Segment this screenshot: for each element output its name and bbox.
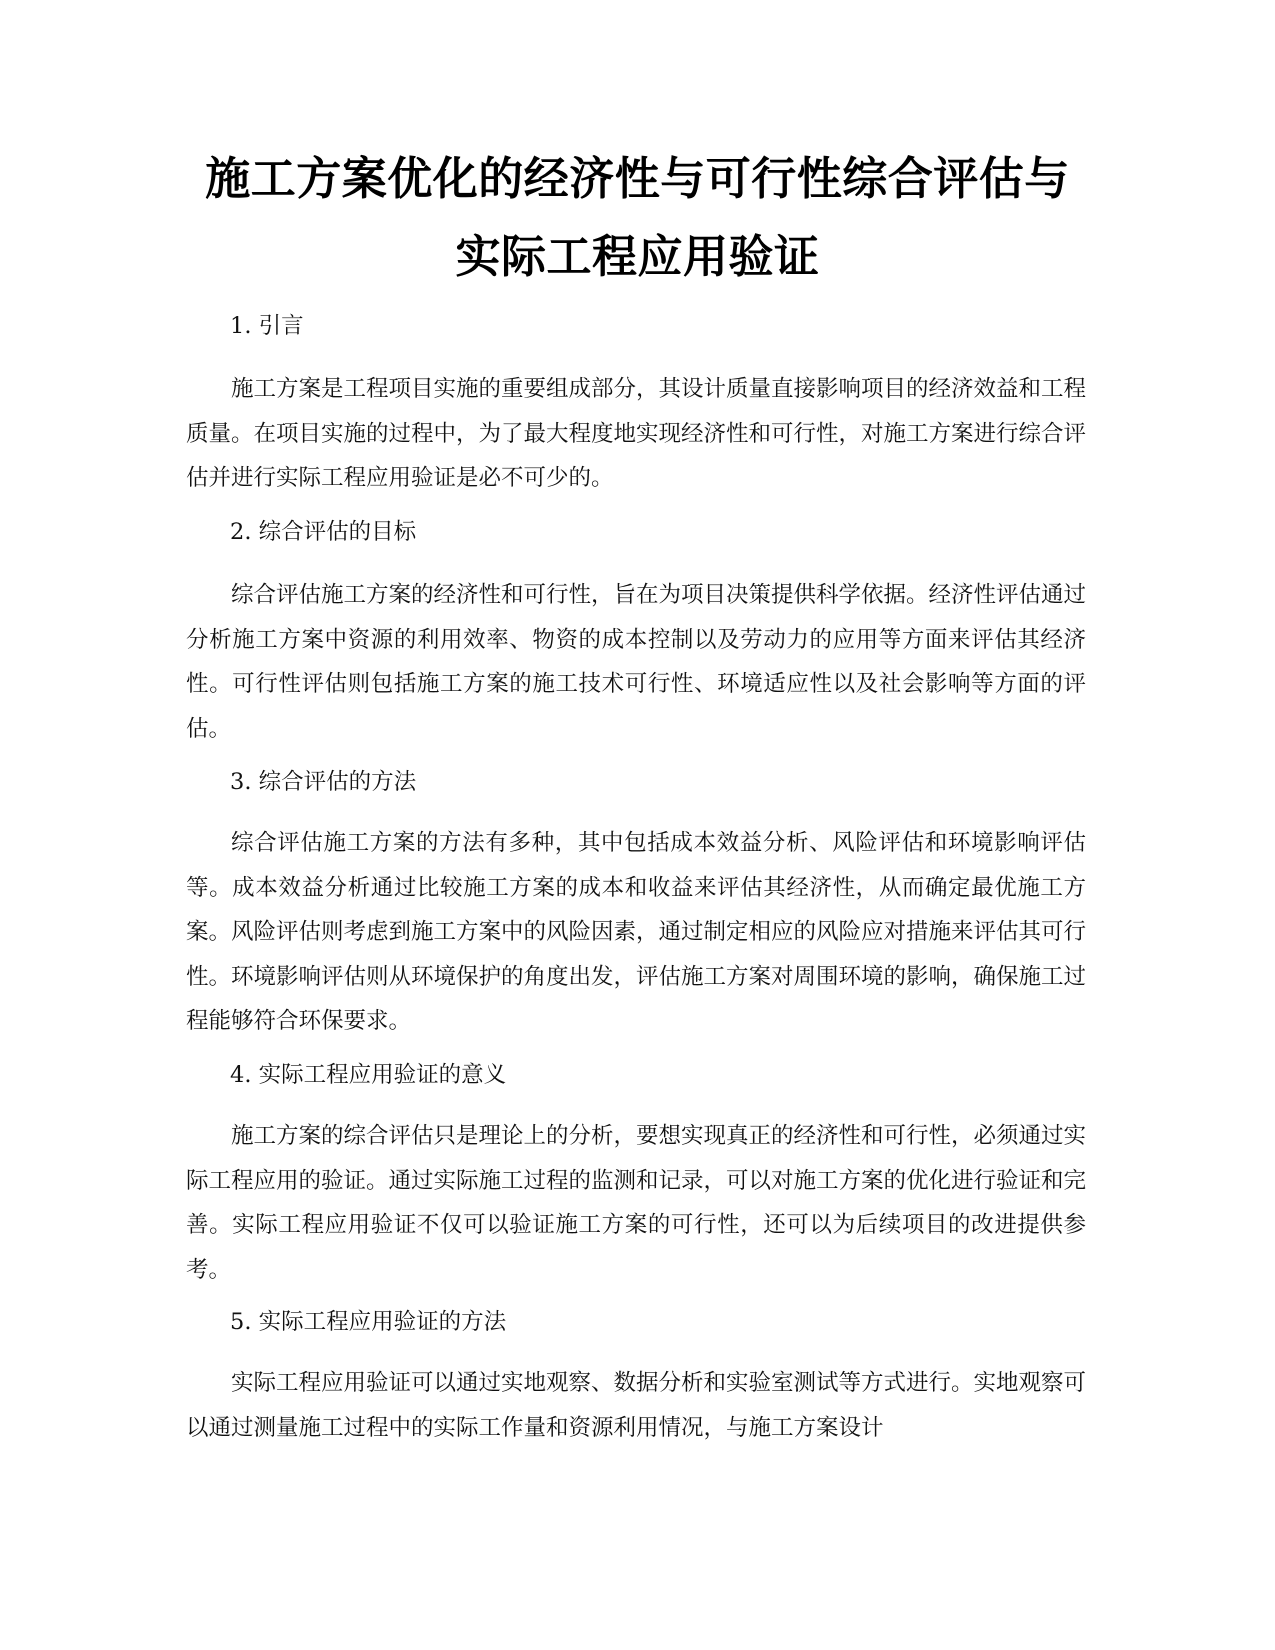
section-heading-validation-significance: 4. 实际工程应用验证的意义 [230,1062,507,1088]
section-heading-evaluation-method: 3. 综合评估的方法 [230,769,417,795]
section-heading-introduction: 1. 引言 [230,313,304,339]
section-paragraph-validation-method: 实际工程应用验证可以通过实地观察、数据分析和实验室测试等方式进行。实地观察可以通过测量施工过程中的实际工作量和资源利用情况，与施工方案设计 [186,1370,1087,1441]
section-heading-validation-method: 5. 实际工程应用验证的方法 [230,1309,507,1335]
document-title-line-2: 实际工程应用验证 [455,230,820,283]
section-paragraph-introduction: 施工方案是工程项目实施的重要组成部分，其设计质量直接影响项目的经济效益和工程质量。在项目实施的过程中，为了最大程度地实现经济性和可行性，对施工方案进行综合评估并进行实际工程应用验证是必不可少的。 [186,376,1087,491]
section-paragraph-evaluation-method: 综合评估施工方案的方法有多种，其中包括成本效益分析、风险评估和环境影响评估等。成本效益分析通过比较施工方案的成本和收益来评估其经济性，从而确定最优施工方案。风险评估则考虑到施工方案中的风险因素，通过制定相应的风险应对措施来评估其可行性。环境影响评估则从环境保护的角度出发，评估施工方案对周围环境的影响，确保施工过程能够符合环保要求。 [186,830,1087,1034]
document-title-line-1: 施工方案优化的经济性与可行性综合评估与 [205,152,1070,205]
section-heading-evaluation-goal: 2. 综合评估的目标 [230,519,417,545]
section-paragraph-validation-significance: 施工方案的综合评估只是理论上的分析，要想实现真正的经济性和可行性，必须通过实际工程应用的验证。通过实际施工过程的监测和记录，可以对施工方案的优化进行验证和完善。实际工程应用验证不仅可以验证施工方案的可行性，还可以为后续项目的改进提供参考。 [186,1123,1087,1283]
section-paragraph-evaluation-goal: 综合评估施工方案的经济性和可行性，旨在为项目决策提供科学依据。经济性评估通过分析施工方案中资源的利用效率、物资的成本控制以及劳动力的应用等方面来评估其经济性。可行性评估则包括施工方案的施工技术可行性、环境适应性以及社会影响等方面的评估。 [186,582,1087,742]
